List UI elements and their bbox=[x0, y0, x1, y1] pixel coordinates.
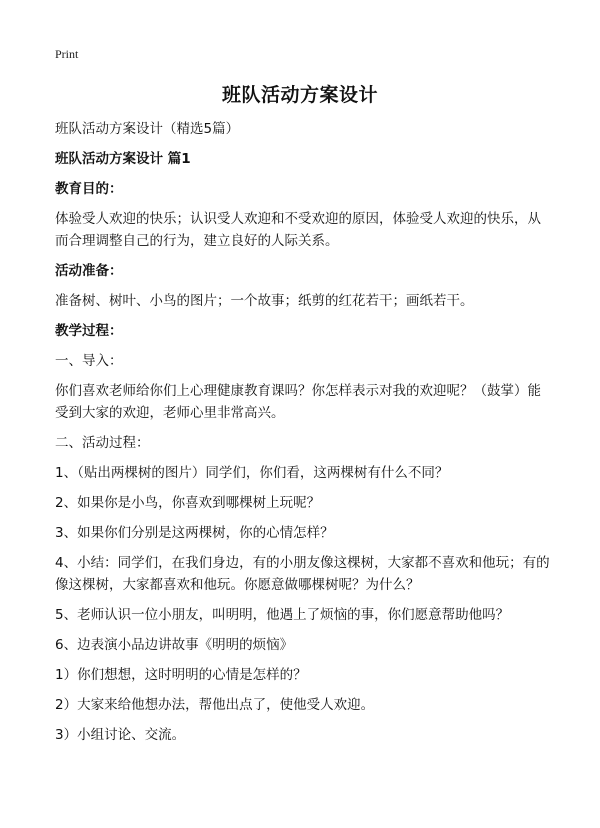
step-2-heading: 二、活动过程： bbox=[55, 435, 150, 451]
list-item-1: 1、（贴出两棵树的图片）同学们，你们看，这两棵树有什么不同？ bbox=[55, 465, 449, 481]
prep-text: 准备树、树叶、小鸟的图片；一个故事；纸剪的红花若干；画纸若干。 bbox=[55, 293, 474, 309]
goal-heading: 教育目的： bbox=[55, 181, 123, 197]
print-link[interactable]: Print bbox=[55, 47, 79, 61]
sub-item-2: 2）大家来给他想办法，帮他出点了，使他受人欢迎。 bbox=[55, 697, 375, 713]
goal-text: 体验受人欢迎的快乐；认识受人欢迎和不受欢迎的原因，体验受人欢迎的快乐，从而合理调整自己的行为，建立良好的人际关系。 bbox=[55, 211, 541, 249]
sub-item-1: 1）你们想想，这时明明的心情是怎样的？ bbox=[55, 667, 307, 683]
list-item-3: 3、如果你们分别是这两棵树，你的心情怎样？ bbox=[55, 525, 334, 541]
list-item-6: 6、边表演小品边讲故事《明明的烦恼》 bbox=[55, 637, 294, 653]
document-subtitle: 班队活动方案设计（精选5篇） bbox=[55, 121, 240, 137]
list-item-2: 2、如果你是小鸟，你喜欢到哪棵树上玩呢？ bbox=[55, 495, 321, 511]
sub-item-3: 3）小组讨论、交流。 bbox=[55, 727, 186, 743]
list-item-5: 5、老师认识一位小朋友，叫明明，他遇上了烦恼的事，你们愿意帮助他吗？ bbox=[55, 607, 510, 623]
step-1-heading: 一、导入： bbox=[55, 353, 123, 369]
page-title: 班队活动方案设计 bbox=[221, 84, 378, 106]
section-title: 班队活动方案设计 篇1 bbox=[55, 151, 191, 167]
list-item-4: 4、小结：同学们，在我们身边，有的小朋友像这棵树，大家都不喜欢和他玩；有的像这棵树，大家都喜欢和他玩。你愿意做哪棵树呢？为什么？ bbox=[55, 555, 550, 593]
step-1-text: 你们喜欢老师给你们上心理健康教育课吗？你怎样表示对我的欢迎呢？（鼓掌）能受到大家的欢迎，老师心里非常高兴。 bbox=[55, 383, 541, 421]
document-body bbox=[55, 118, 550, 754]
process-heading: 教学过程： bbox=[55, 323, 123, 339]
prep-heading: 活动准备： bbox=[55, 263, 123, 279]
